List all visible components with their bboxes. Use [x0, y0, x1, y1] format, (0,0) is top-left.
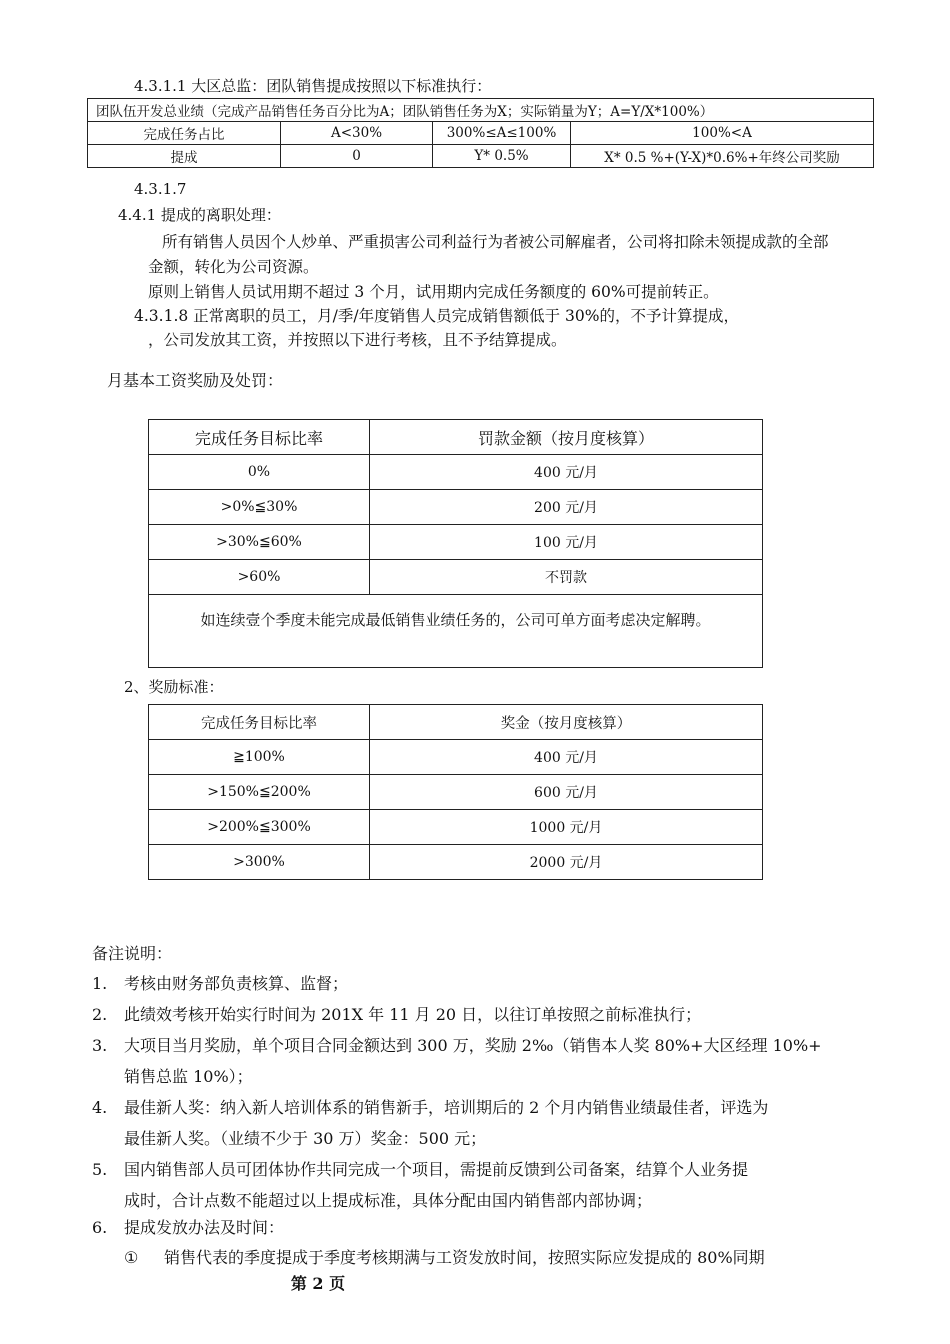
table-row: [149, 810, 763, 845]
table-cell: 0: [281, 145, 433, 168]
penalty-table: [148, 419, 763, 668]
section-4318-line2: ，公司发放其工资，并按照以下进行考核，且不予结算提成。: [148, 331, 567, 349]
list-item-text: 国内销售部人员可团体协作共同完成一个项目，需提前反馈到公司备案，结算个人业务提: [124, 1160, 749, 1179]
sub-list-item: [124, 1242, 876, 1273]
notes-title: 备注说明：: [92, 944, 173, 963]
table-header-cell: 罚款金额（按月度核算）: [370, 420, 763, 455]
list-item-number: 2.: [92, 1005, 108, 1024]
team-commission-title: 团队伍开发总业绩（完成产品销售任务百分比为A；团队销售任务为X；实际销量为Y；A=Y/X*100%）: [88, 99, 874, 122]
table-cell: 100%<A: [571, 122, 874, 145]
list-item: [92, 1154, 882, 1216]
table-cell: ≧100%: [149, 740, 370, 775]
reward-title: 2、奖励标准：: [124, 678, 224, 696]
table-cell: 300%≤A≤100%: [433, 122, 571, 145]
list-item-text: 最佳新人奖。（业绩不少于 30 万）奖金：500 元；: [124, 1129, 487, 1148]
list-item-text: 提成发放办法及时间：: [124, 1218, 285, 1237]
list-item: [92, 1092, 882, 1154]
list-item: [92, 968, 882, 999]
list-item: [92, 1030, 882, 1092]
table-row: [149, 775, 763, 810]
section-441-para2: 原则上销售人员试用期不超过 3 个月，试用期内完成任务额度的 60%可提前转正。: [148, 283, 719, 301]
table-cell: 400 元/月: [370, 455, 763, 490]
table-cell: >300%: [149, 845, 370, 880]
list-item-number: 4.: [92, 1098, 108, 1117]
list-item-text: 此绩效考核开始实行时间为 201X 年 11 月 20 日，以往订单按照之前标准执行；: [124, 1005, 702, 1024]
table-row: [149, 595, 763, 668]
list-item: [92, 1212, 882, 1243]
list-item-text: 最佳新人奖：纳入新人培训体系的销售新手，培训期后的 2 个月内销售业绩最佳者，评选为: [124, 1098, 769, 1117]
table-row: [149, 490, 763, 525]
monthly-title: 月基本工资奖励及处罚：: [107, 371, 284, 390]
section-4311-heading: 4.3.1.1 大区总监：团队销售提成按照以下标准执行：: [134, 77, 492, 95]
list-item-text: 大项目当月奖励，单个项目合同金额达到 300 万，奖励 2‰（销售本人奖 80%+大区经理 10%+: [124, 1036, 822, 1055]
table-cell: >200%≦300%: [149, 810, 370, 845]
table-row: [149, 740, 763, 775]
table-header-cell: 完成任务目标比率: [149, 420, 370, 455]
team-commission-table: [87, 98, 874, 168]
list-item-number: 3.: [92, 1036, 108, 1055]
list-item-text: 考核由财务部负责核算、监督；: [124, 974, 349, 993]
table-cell: 100 元/月: [370, 525, 763, 560]
table-cell: 200 元/月: [370, 490, 763, 525]
table-cell: 1000 元/月: [370, 810, 763, 845]
section-4317: 4.3.1.7: [134, 180, 187, 198]
list-item-number: 1.: [92, 974, 108, 993]
section-441-heading: 4.4.1 提成的离职处理：: [118, 206, 281, 224]
table-cell: 400 元/月: [370, 740, 763, 775]
table-cell: 提成: [88, 145, 281, 168]
table-cell: 完成任务占比: [88, 122, 281, 145]
table-cell: >150%≦200%: [149, 775, 370, 810]
table-header-cell: 奖金（按月度核算）: [370, 705, 763, 740]
table-cell: >30%≦60%: [149, 525, 370, 560]
table-row: [149, 845, 763, 880]
table-cell: X* 0.5 %+(Y-X)*0.6%+年终公司奖励: [571, 145, 874, 168]
list-item-number: 5.: [92, 1160, 108, 1179]
table-cell: 不罚款: [370, 560, 763, 595]
table-row: [149, 525, 763, 560]
reward-table: [148, 704, 763, 880]
table-cell: 600 元/月: [370, 775, 763, 810]
list-item-text: 成时，合计点数不能超过以上提成标准，具体分配由国内销售部内部协调；: [124, 1191, 653, 1210]
section-441-para1-line2: 金额，转化为公司资源。: [148, 258, 319, 276]
section-441-para1-line1: 所有销售人员因个人炒单、严重损害公司利益行为者被公司解雇者，公司将扣除未领提成款的全部: [162, 233, 829, 251]
table-cell: A<30%: [281, 122, 433, 145]
table-row: [88, 122, 874, 145]
list-item-number: ①: [124, 1248, 139, 1267]
table-header-row: [149, 420, 763, 455]
table-header-row: [149, 705, 763, 740]
list-item-text: 销售代表的季度提成于季度考核期满与工资发放时间，按照实际应发提成的 80%同期: [164, 1248, 765, 1267]
table-cell: 0%: [149, 455, 370, 490]
table-cell: >0%≦30%: [149, 490, 370, 525]
table-cell: >60%: [149, 560, 370, 595]
list-item: [92, 999, 882, 1030]
table-row: [149, 455, 763, 490]
table-header-cell: 完成任务目标比率: [149, 705, 370, 740]
penalty-footnote: 如连续壹个季度未能完成最低销售业绩任务的，公司可单方面考虑决定解聘。: [149, 595, 763, 668]
table-cell: 2000 元/月: [370, 845, 763, 880]
table-row: [88, 145, 874, 168]
table-cell: Y* 0.5%: [433, 145, 571, 168]
section-4318-line1: 4.3.1.8 正常离职的员工，月/季/年度销售人员完成销售额低于 30%的，不予计算提成，: [134, 307, 739, 325]
table-row: [149, 560, 763, 595]
list-item-number: 6.: [92, 1218, 108, 1237]
list-item-text: 销售总监 10%）；: [124, 1067, 253, 1086]
page-number: 第 2 页: [290, 1274, 346, 1293]
